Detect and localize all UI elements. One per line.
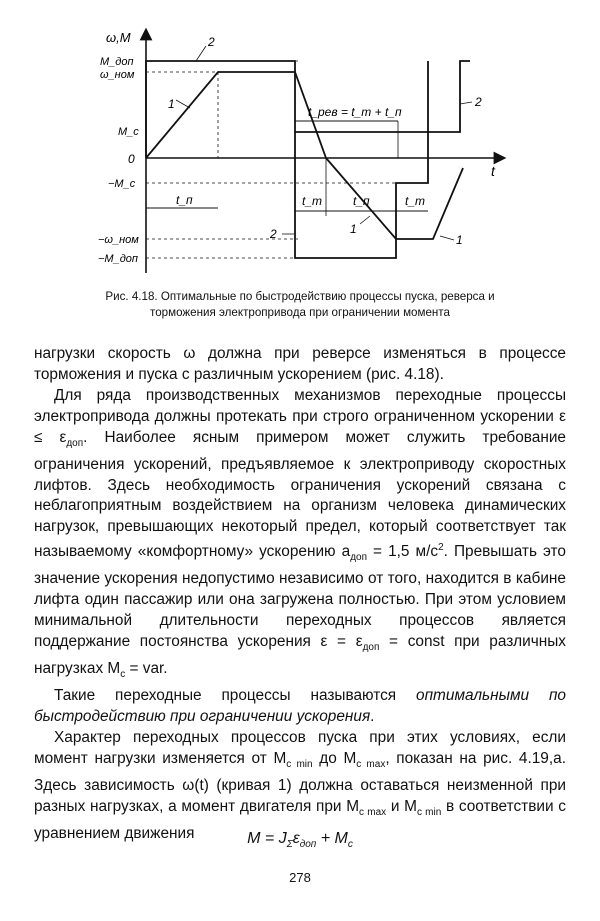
p4-text-d: и M <box>386 797 417 815</box>
paragraph-2 <box>34 386 566 686</box>
formula-rhs: + M <box>316 830 348 847</box>
leader-1a <box>176 100 190 108</box>
figure-svg <box>98 28 508 283</box>
figure-4-18 <box>98 28 508 283</box>
p4-sub-a: c min <box>286 758 313 770</box>
p2-text-e: = const при различных нагрузках M <box>34 633 566 678</box>
tick-neg-wnom: −ω_ном <box>98 234 139 246</box>
curve-1-speed <box>146 72 463 239</box>
p4-text-b: до M <box>312 749 357 767</box>
figure-caption <box>30 289 570 321</box>
p2-text-f: = var. <box>125 660 168 678</box>
p2-text-b: . Наиболее ясным примером может служить требование ограничения ускорений, предъявляемое к электроприводу скоростных лифтов. Здесь необходимость ограничения ускорений связана с неблагоприятным воздействием на организм человека динамических нагрузок, превышающих некоторый предел, который соответствует так называемому «комфортному» ускорению a <box>34 428 566 561</box>
paragraph-4 <box>34 728 566 845</box>
p2-sub-a: доп <box>66 437 84 449</box>
tick-zero: 0 <box>128 152 135 166</box>
leader-1b <box>360 216 370 224</box>
p4-text-c: , показан на рис. 4.19,а. Здесь зависимость ω(t) (кривая 1) должна оставаться неизменной при разных нагрузках, а момент двигателя при M <box>34 749 566 815</box>
curve-2-torque-reversal <box>295 61 428 258</box>
label-trev: t_рев = t_т + t_п <box>308 105 402 119</box>
curve-label-2b: 2 <box>270 227 277 241</box>
p2-text-a: Для ряда производственных механизмов переходные процессы электропривода должны протекать при строго ограниченном ускорении ε ≤ ε <box>34 386 566 446</box>
p4-text-e: в соответствии с уравнением движения <box>34 797 566 842</box>
label-tt-2: t_т <box>405 194 426 208</box>
p2-sup-c: 2 <box>438 542 444 554</box>
formula-sub-3: c <box>347 839 353 851</box>
p4-sub-c: c max <box>359 806 387 818</box>
paragraph-3 <box>34 686 566 728</box>
p2-text-c: = 1,5 м/с <box>367 543 439 561</box>
label-tp-1: t_п <box>176 193 193 207</box>
label-tt-1: t_т <box>302 194 323 208</box>
p1-text: нагрузки скорость ω должна при реверсе изменяться в процессе торможения и пуска с различным ускорением (рис. 4.18). <box>34 345 566 383</box>
caption-line-2: торможения электропривода при ограничении момента <box>150 306 450 319</box>
tick-mdop: M_доп <box>100 56 134 68</box>
tick-neg-mdop: −M_доп <box>98 253 138 265</box>
leader-1c <box>440 236 454 240</box>
p2-sub-d: доп <box>362 642 380 654</box>
curve-label-1b: 1 <box>350 222 357 236</box>
page-number: 278 <box>289 870 311 885</box>
p2-sub-b: доп <box>350 552 367 564</box>
curve-label-2c: 2 <box>475 95 482 109</box>
p2-text-d: . Превышать это значение ускорения недопустимо независимо от того, находится в кабине лифта один пассажир или она загружена полностью. При этом условием минимальной длительности переходных процессов является поддержание постоянства ускорения ε = ε <box>34 543 566 651</box>
p4-text-a: Характер переходных процессов пуска при этих условиях, если момент нагрузки изменяется от M <box>34 728 566 767</box>
p2-sub-e: c <box>120 669 126 681</box>
equation-of-motion <box>0 830 600 850</box>
leader-2a <box>196 46 206 61</box>
paragraph-1 <box>34 344 566 386</box>
y-axis-label: ω,M <box>106 30 131 45</box>
tick-neg-mc: −M_c <box>108 178 136 190</box>
curve-label-1c: 1 <box>456 233 463 247</box>
formula-sub-2: доп <box>299 839 317 851</box>
curve-label-1a: 1 <box>168 97 175 111</box>
caption-line-1: Рис. 4.18. Оптимальные по быстродействию процессы пуска, реверса и <box>105 290 495 303</box>
body-text <box>34 344 566 845</box>
p4-sub-d: c min <box>416 806 442 818</box>
p3-text-b: . <box>370 707 375 725</box>
tick-wnom: ω_ном <box>100 69 135 81</box>
label-tp-2: t_п <box>353 194 370 208</box>
p3-text-a: Такие переходные процессы называются <box>54 687 417 705</box>
leader-2c <box>460 102 472 104</box>
p3-emphasis: оптимальными по быстродействию при ограничении ускорения <box>34 687 566 725</box>
formula-lhs: M = J <box>247 830 287 847</box>
formula-sub-1: Σ <box>286 839 293 851</box>
p4-sub-b: c max <box>356 758 386 770</box>
formula-mid: ε <box>292 830 300 847</box>
x-axis-label: t <box>491 163 495 179</box>
curve-label-2a: 2 <box>208 35 215 49</box>
tick-mc: M_c <box>118 126 139 138</box>
